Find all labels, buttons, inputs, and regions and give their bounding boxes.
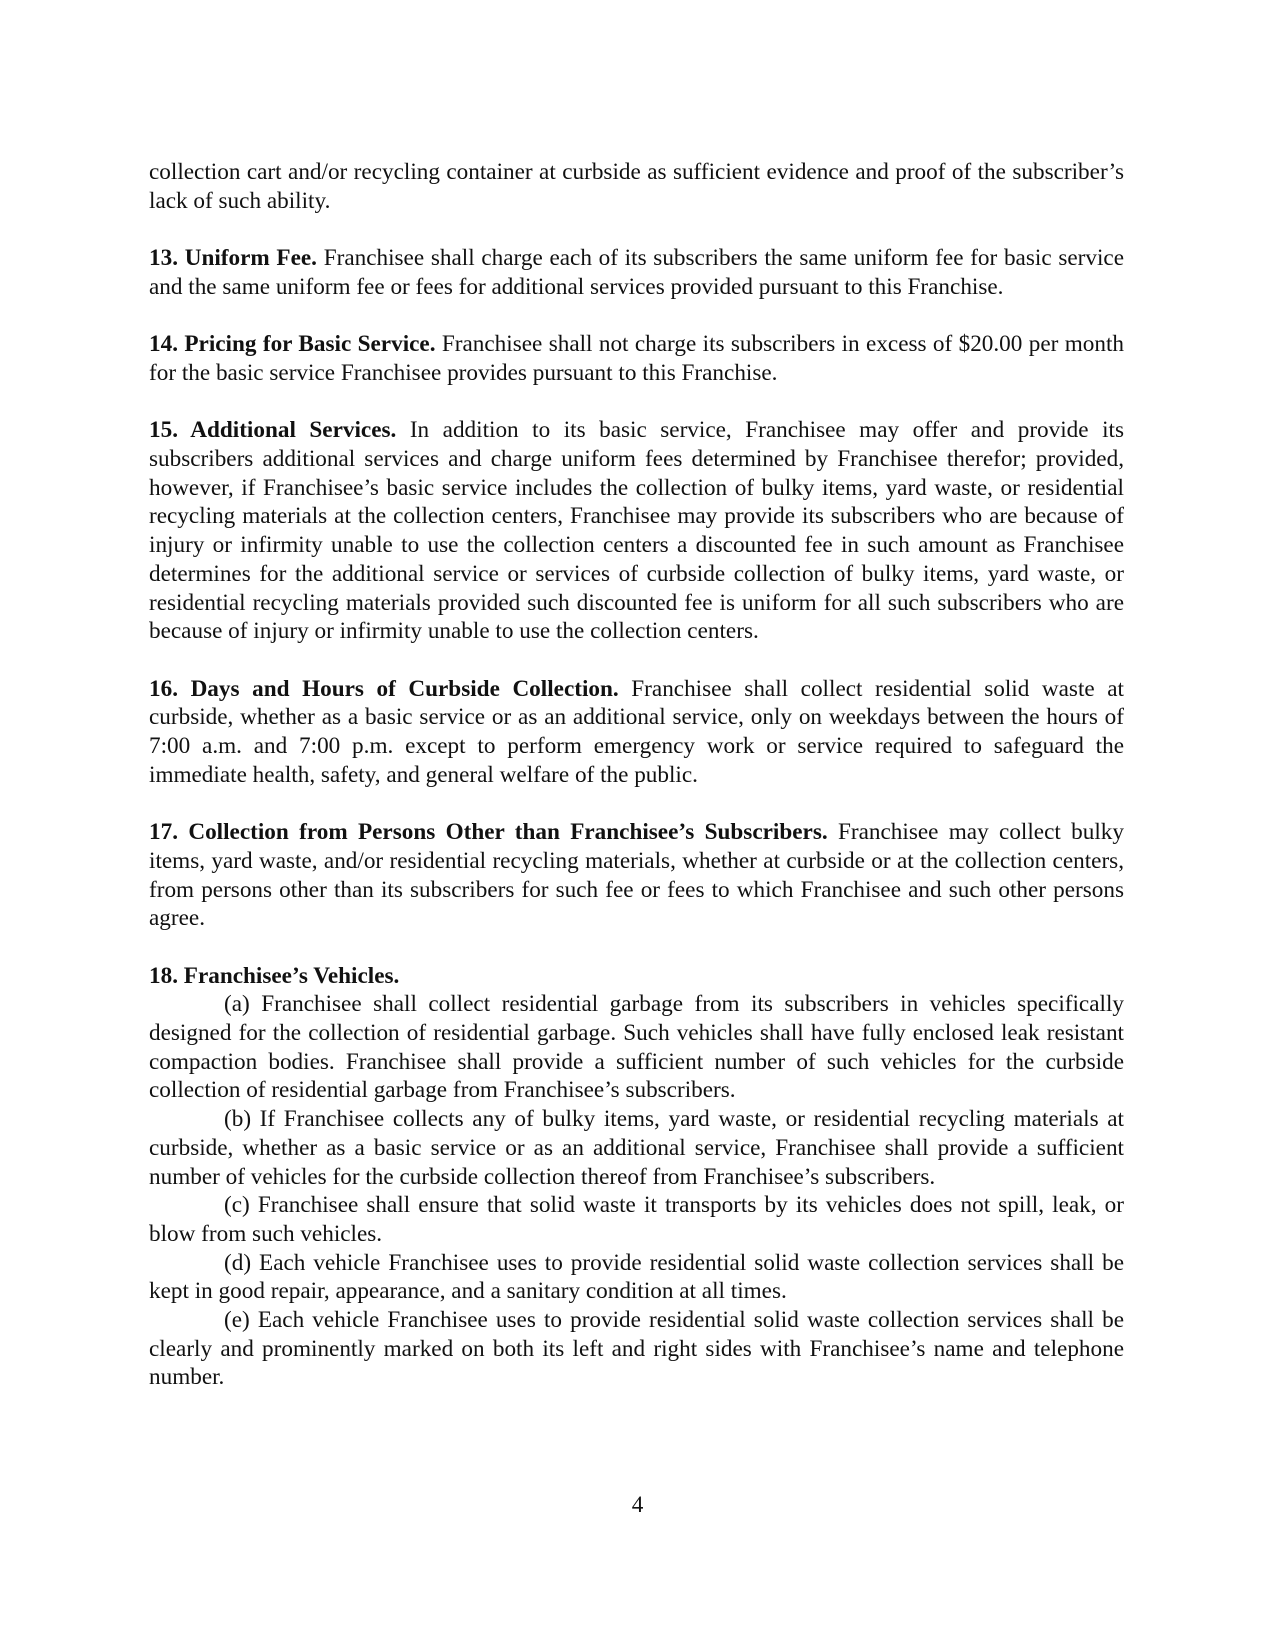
section-15-additional-services bbox=[149, 416, 1124, 646]
section-18-item-d: (d) Each vehicle Franchisee uses to provide residential solid waste collection services shall be kept in good repair, appearance, and a sanitary condition at all times. bbox=[149, 1249, 1124, 1305]
section-18-heading: 18. Franchisee’s Vehicles. bbox=[149, 962, 400, 989]
section-heading: 15. Additional Services. bbox=[149, 417, 397, 444]
section-13-uniform-fee bbox=[149, 244, 1124, 301]
section-14-pricing bbox=[149, 330, 1124, 387]
section-18-item-c: (c) Franchisee shall ensure that solid waste it transports by its vehicles does not spill, leak, or blow from such vehicles. bbox=[149, 1192, 1124, 1247]
section-18-item-e: (e) Each vehicle Franchisee uses to provide residential solid waste collection services shall be clearly and prominently marked on both its left and right sides with Franchisee’s name and telephone number. bbox=[149, 1307, 1124, 1391]
page-number: 4 bbox=[631, 1492, 644, 1518]
section-16-days-hours bbox=[149, 675, 1124, 790]
section-body: Franchisee may collect bulky items, yard waste, and/or residential recycling materials, whether at curbside or at the collection centers, from persons other than its subscribers for such fee or fees to which Franchisee and such other persons agree. bbox=[149, 819, 1124, 932]
section-heading: 17. Collection from Persons Other than Franchisee’s Subscribers. bbox=[149, 819, 828, 846]
section-18-item-a: (a) Franchisee shall collect residential garbage from its subscribers in vehicles specifically designed for the collection of residential garbage. Such vehicles shall have fully enclosed leak resistant compaction bodies. Franchisee shall provide a sufficient number of such vehicles for the curbside collection of residential garbage from Franchisee’s subscribers. bbox=[149, 991, 1124, 1104]
section-body: In addition to its basic service, Franchisee may offer and provide its subscribers additional services and charge uniform fees determined by Franchisee therefor; provided, however, if Franchisee’s basic service includes the collection of bulky items, yard waste, or residential recycling materials at the collection centers, Franchisee may provide its subscribers who are because of injury or infirmity unable to use the collection centers a discounted fee in such amount as Franchisee determines for the additional service or services of curbside collection of bulky items, yard waste, or residential recycling materials provided such discounted fee is uniform for all such subscribers who are because of injury or infirmity unable to use the collection centers. bbox=[149, 417, 1124, 645]
section-body: Franchisee shall not charge its subscribers in excess of $20.00 per month for the basic service Franchisee provides pursuant to this Franchise. bbox=[149, 331, 1124, 386]
section-heading: 14. Pricing for Basic Service. bbox=[149, 331, 436, 358]
document-page bbox=[149, 158, 1124, 1392]
section-body: Franchisee shall collect residential solid waste at curbside, whether as a basic service or as an additional service, only on weekdays between the hours of 7:00 a.m. and 7:00 p.m. except to perform emergency work or service required to safeguard the immediate health, safety, and general welfare of the public. bbox=[149, 675, 1124, 788]
section-heading: 16. Days and Hours of Curbside Collection. bbox=[149, 675, 619, 702]
continuation-paragraph: collection cart and/or recycling container at curbside as sufficient evidence and proof of the subscriber’s lack of such ability. bbox=[149, 159, 1124, 214]
section-heading: 13. Uniform Fee. bbox=[149, 245, 317, 272]
section-17-other-persons bbox=[149, 818, 1124, 933]
section-18-item-b: (b) If Franchisee collects any of bulky items, yard waste, or residential recycling materials at curbside, whether as a basic service or as an additional service, Franchisee shall provide a sufficient number of vehicles for the curbside collection thereof from Franchisee’s subscribers. bbox=[149, 1106, 1124, 1190]
section-body: Franchisee shall charge each of its subscribers the same uniform fee for basic service and the same uniform fee or fees for additional services provided pursuant to this Franchise. bbox=[149, 245, 1124, 300]
